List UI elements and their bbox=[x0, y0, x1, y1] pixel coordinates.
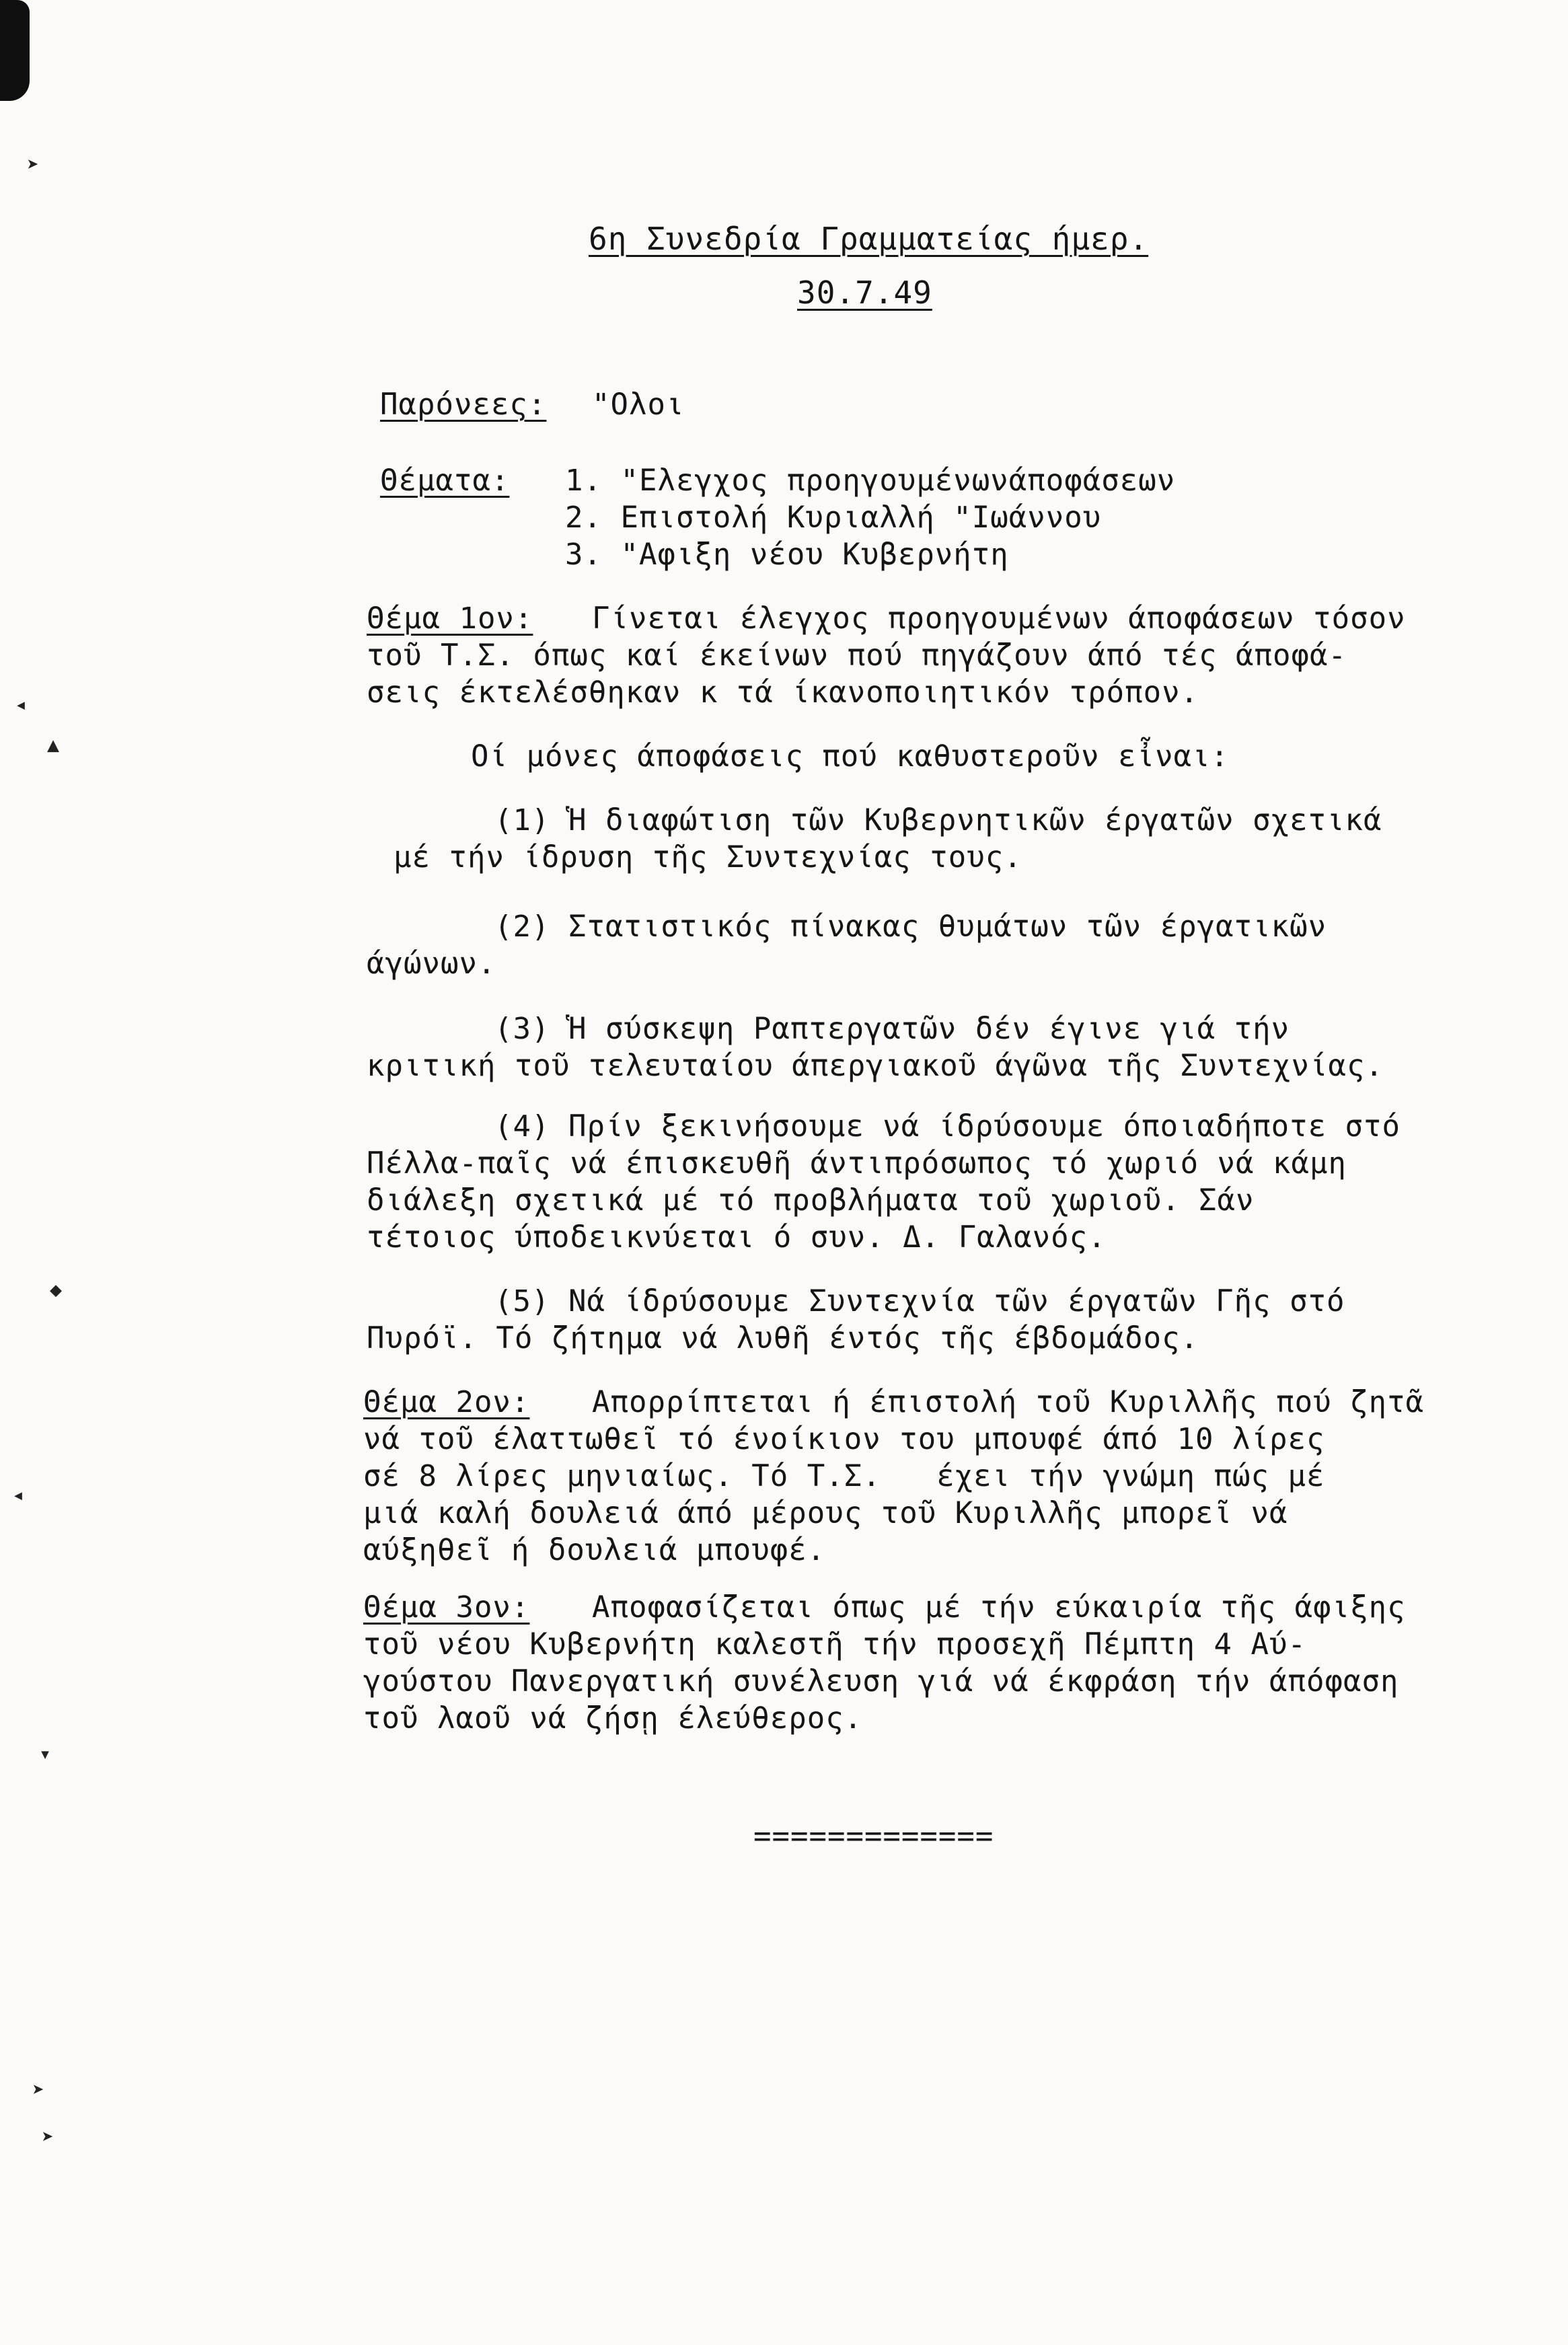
topic-item: 2. Επιστολή Κυριαλλή "Ιωάννου bbox=[565, 500, 1102, 535]
topic2-line: νά τοῦ έλαττωθεῖ τό ένοίκιον του μπουφέ άπό 10 λίρες bbox=[363, 1422, 1325, 1456]
topic1-line: Γίνεται έλεγχος προηγουμένων άποφάσεων τόσον bbox=[592, 601, 1406, 636]
scan-ink-blot bbox=[0, 0, 30, 101]
footer-divider: ============= bbox=[753, 1819, 994, 1853]
point-4-line: Πέλλα-παῖς νά έπισκευθῆ άντιπρόσωπος τό χωριό νά κάμη bbox=[367, 1146, 1347, 1181]
point-4-line: διάλεξη σχετικά μέ τό προβλήματα τοῦ χωριοῦ. Σάν bbox=[367, 1183, 1255, 1218]
point-4-line: τέτοιος ύποδεικνύεται ό συν. Δ. Γαλανός. bbox=[367, 1220, 1107, 1255]
point-2-line: άγώνων. bbox=[367, 946, 496, 981]
scan-margin-mark: ▾ bbox=[39, 1742, 52, 1766]
topic2-label: Θέμα 2ον: bbox=[363, 1385, 530, 1419]
scan-margin-mark: ➤ bbox=[42, 2126, 54, 2149]
topic2-line: αύξηθεῖ ή δουλειά μπουφέ. bbox=[363, 1533, 826, 1567]
attendees-value: "Ολοι bbox=[592, 387, 685, 422]
point-5-line: Πυρόϊ. Τό ζήτημα νά λυθῆ έντός τῆς έβδομάδος. bbox=[367, 1321, 1199, 1355]
topics-label: Θέματα: bbox=[380, 463, 510, 498]
point-2-line: (2) Στατιστικός πίνακας θυμάτων τῶν έργατικῶν bbox=[494, 909, 1327, 944]
scan-margin-mark: ◂ bbox=[12, 1483, 25, 1507]
topic-item: 3. "Αφιξη νέου Κυβερνήτη bbox=[565, 537, 1009, 572]
topic1-line: τοῦ Τ.Σ. όπως καί έκείνων πού πηγάζουν άπό τές άποφά- bbox=[367, 638, 1347, 673]
topic1-label: Θέμα 1ον: bbox=[367, 601, 533, 636]
scan-margin-mark: ➤ bbox=[32, 2079, 45, 2102]
topic3-line: γούστου Πανεργατική συνέλευση γιά νά έκφράση τήν άπόφαση bbox=[363, 1664, 1399, 1699]
document-title: 6η Συνεδρία Γραμματείας ήμερ. bbox=[589, 221, 1149, 257]
scan-margin-mark: ◆ bbox=[50, 1278, 63, 1302]
topic1-intro: Οί μόνες άποφάσεις πού καθυστεροῦν εἶναι: bbox=[471, 739, 1230, 774]
topic3-label: Θέμα 3ον: bbox=[363, 1590, 530, 1625]
topic2-line: μιά καλή δουλειά άπό μέρους τοῦ Κυριλλῆς μπορεῖ νά bbox=[363, 1496, 1288, 1530]
topic3-line: Αποφασίζεται όπως μέ τήν εύκαιρία τῆς άφιξης bbox=[592, 1590, 1406, 1625]
document-date: 30.7.49 bbox=[797, 274, 932, 311]
point-3-line: (3) Ἡ σύσκεψη Ραπτεργατῶν δέν έγινε γιά τήν bbox=[494, 1012, 1290, 1046]
point-1-line: (1) Ἡ διαφώτιση τῶν Κυβερνητικῶν έργατῶν σχετικά bbox=[494, 803, 1382, 838]
point-5-line: (5) Νά ίδρύσουμε Συντεχνία τῶν έργατῶν Γῆς στό bbox=[494, 1284, 1345, 1318]
topic3-line: τοῦ λαοῦ νά ζήσῃ έλεύθερος. bbox=[363, 1701, 863, 1736]
topic-item: 1. "Ελεγχος προηγουμένωνάποφάσεων bbox=[565, 463, 1176, 498]
point-1-line: μέ τήν ίδρυση τῆς Συντεχνίας τους. bbox=[394, 840, 1022, 874]
scan-margin-mark: ▲ bbox=[47, 733, 60, 757]
topic3-line: τοῦ νέου Κυβερνήτη καλεστῆ τήν προσεχῆ Πέμπτη 4 Αύ- bbox=[363, 1627, 1307, 1662]
attendees-label: Παρόνεες: bbox=[380, 387, 547, 422]
topic2-line: Απορρίπτεται ή έπιστολή τοῦ Κυριλλῆς πού ζητᾶ bbox=[592, 1385, 1425, 1419]
topic1-line: σεις έκτελέσθηκαν κ τά ίκανοποιητικόν τρόπον. bbox=[367, 675, 1199, 710]
scan-margin-mark: ◂ bbox=[15, 693, 28, 716]
scan-margin-mark: ➤ bbox=[27, 153, 40, 177]
point-3-line: κριτική τοῦ τελευταίου άπεργιακοῦ άγῶνα τῆς Συντεχνίας. bbox=[367, 1049, 1384, 1083]
topic2-line: σέ 8 λίρες μηνιαίως. Τό Τ.Σ. έχει τήν γνώμη πώς μέ bbox=[363, 1459, 1325, 1493]
point-4-line: (4) Πρίν ξεκινήσουμε νά ίδρύσουμε όποιαδήποτε στό bbox=[494, 1109, 1401, 1144]
